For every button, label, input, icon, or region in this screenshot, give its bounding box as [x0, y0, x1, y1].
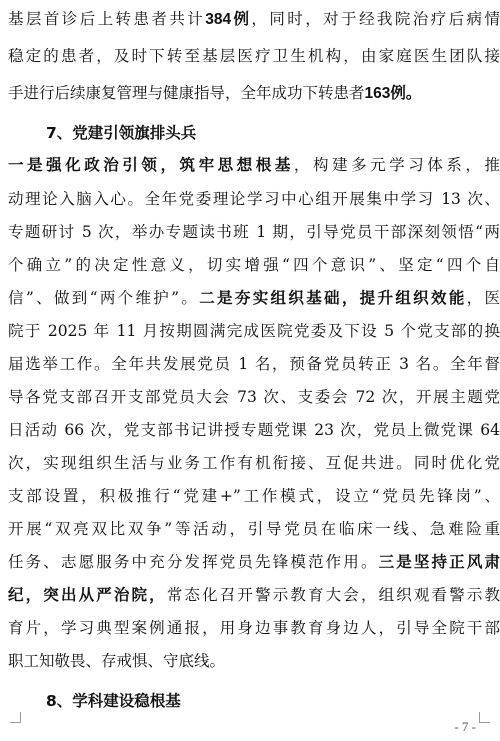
body-line	[0, 7, 500, 31]
body-line: 稳定的患者，及时下转至基层医疗卫生机构，由家庭医生团队接	[8, 47, 500, 65]
text-run: 手进行后续康复管理与健康指导，全年成功下转患者	[8, 84, 365, 102]
text-run: 信”、做到“两个维护”。	[8, 289, 200, 307]
body-line: 个确立”的决定性意义，切实增强“四个意识”、坚定“四个自	[8, 256, 500, 274]
body-line: 开展“双亮双比双争”等活动，引导党员在临床一线、急难险重	[8, 520, 500, 538]
text-run: 基层首诊后上转患者共计	[8, 10, 206, 28]
body-line: 导各党支部召开支部党员大会 73 次、支委会 72 次，开展主题党	[8, 388, 500, 406]
bold-lead: 纪，突出从严治院，	[8, 586, 167, 604]
body-line	[0, 583, 500, 607]
body-line: 日活动 66 次，党支部书记讲授专题党课 23 次，党员上微党课 64	[8, 421, 500, 439]
body-line	[0, 286, 500, 310]
body-line: 专题研讨 5 次，举办专题读书班 1 期，引导党员干部深刻领悟“两	[8, 223, 500, 241]
section-heading: 7、党建引领旗排头兵	[46, 124, 197, 142]
text-run: 任务、志愿服务中充分发挥党员先锋模范作用。	[8, 553, 379, 571]
text-run: ，构建多元学习体系，推	[293, 156, 500, 174]
count-value: 163例	[364, 85, 406, 102]
bold-lead: 二是夯实组织基础，提升组织效能	[199, 289, 467, 307]
bold-lead: 三是坚持正风肃	[378, 553, 500, 571]
text-run: ，同时，对于经我院治疗后病情	[251, 10, 500, 28]
crop-mark	[479, 712, 490, 723]
body-line	[0, 550, 500, 574]
body-line	[0, 153, 500, 177]
section-heading: 8、学科建设稳根基	[46, 692, 181, 710]
text-run: 。	[405, 84, 422, 102]
body-line: 支部设置，积极推行“党建+”工作模式，设立“党员先锋岗”、	[8, 487, 500, 505]
body-line: 动理论入脑入心。全年党委理论学习中心组开展集中学习 13 次、	[8, 190, 500, 208]
crop-mark	[10, 712, 21, 723]
body-line: 院于 2025 年 11 月按期圆满完成医院党委及下设 5 个党支部的换	[8, 322, 500, 340]
count-value: 384例	[205, 11, 252, 28]
body-line	[0, 81, 500, 105]
body-line: 育片，学习典型案例通报，用身边事教育身边人，引导全院干部	[8, 619, 500, 637]
body-line: 届选举工作。全年共发展党员 1 名，预备党员转正 3 名。全年督	[8, 355, 500, 373]
text-run: ，医	[466, 289, 500, 307]
text-run: 常态化召开警示教育大会，组织观看警示教	[166, 586, 500, 604]
bold-lead: 一是强化政治引领，筑牢思想根基	[8, 156, 294, 174]
body-line: 次，实现组织生活与业务工作有机衔接、互促共进。同时优化党	[8, 454, 500, 472]
page-number: - 7 -	[454, 719, 476, 734]
body-line: 职工知敬畏、存戒惧、守底线。	[8, 652, 226, 670]
